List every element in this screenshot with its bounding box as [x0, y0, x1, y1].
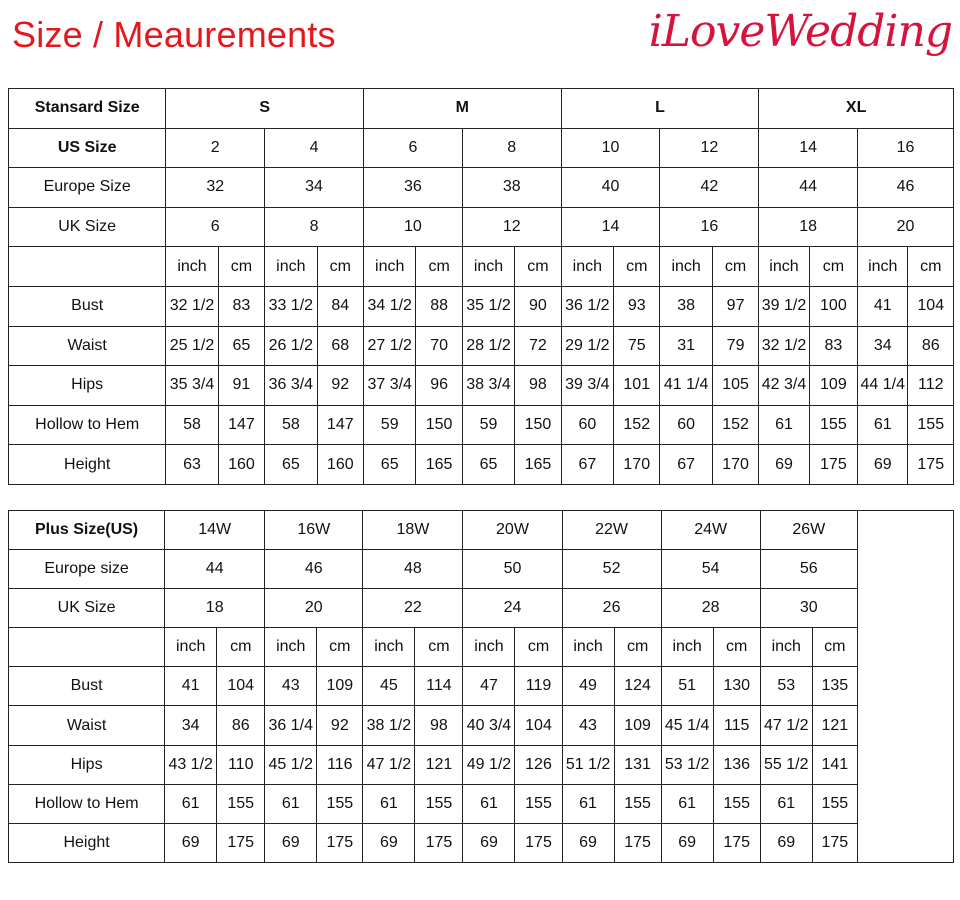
measurement-value: 59: [363, 405, 415, 445]
measurement-label: Hips: [9, 745, 165, 784]
plus-size-26w: 26W: [760, 511, 857, 550]
plus-size-title: Plus Size(US): [9, 511, 165, 550]
size-value-cell: 20: [265, 589, 363, 628]
plus-size-24w: 24W: [661, 511, 760, 550]
measurement-value: 47: [463, 667, 515, 706]
measurement-value: 155: [713, 784, 760, 823]
size-value-cell: 36: [363, 168, 462, 208]
unit-cm-label: cm: [415, 628, 463, 667]
unit-inch-label: inch: [363, 247, 415, 287]
measurement-value: 35 3/4: [166, 366, 218, 406]
measurement-value: 40 3/4: [463, 706, 515, 745]
measurement-value: 58: [166, 405, 218, 445]
unit-cm-label: cm: [812, 628, 857, 667]
plus-size-header-row: [9, 511, 954, 550]
measurement-value: 175: [515, 823, 562, 862]
standard-unit-row: [9, 247, 954, 287]
row-label: UK Size: [9, 589, 165, 628]
measurement-value: 68: [317, 326, 363, 366]
measurement-value: 93: [614, 286, 660, 326]
measurement-value: 101: [614, 366, 660, 406]
size-value-cell: 6: [363, 128, 462, 168]
unit-cm-label: cm: [713, 628, 760, 667]
measurement-value: 147: [317, 405, 363, 445]
size-group-xl: XL: [759, 89, 954, 129]
measurement-value: 119: [515, 667, 562, 706]
measurement-value: 155: [812, 784, 857, 823]
measurement-value: 51: [661, 667, 713, 706]
measurement-value: 165: [416, 445, 462, 485]
measurement-value: 170: [614, 445, 660, 485]
measurement-value: 135: [812, 667, 857, 706]
plus-measurement-row-hips: [9, 745, 954, 784]
standard-size-table: [8, 88, 954, 485]
size-value-cell: 14: [759, 128, 858, 168]
measurement-value: 69: [858, 445, 908, 485]
measurement-value: 96: [416, 366, 462, 406]
plus-measurement-row-bust: [9, 667, 954, 706]
measurement-value: 70: [416, 326, 462, 366]
measurement-value: 61: [363, 784, 415, 823]
size-value-cell: 6: [166, 207, 265, 247]
unit-inch-label: inch: [561, 247, 613, 287]
plus-unit-row: [9, 628, 954, 667]
unit-inch-label: inch: [759, 247, 809, 287]
unit-cm-label: cm: [515, 247, 561, 287]
size-value-cell: 12: [660, 128, 759, 168]
measurement-value: 150: [416, 405, 462, 445]
size-value-cell: 14: [561, 207, 660, 247]
unit-inch-label: inch: [760, 628, 812, 667]
size-value-cell: 52: [562, 550, 661, 589]
size-value-cell: 48: [363, 550, 463, 589]
measurement-value: 152: [614, 405, 660, 445]
measurement-value: 69: [463, 823, 515, 862]
measurement-label: Height: [9, 823, 165, 862]
measurement-value: 61: [858, 405, 908, 445]
page-title: Size / Meaurements: [12, 14, 336, 55]
measurement-value: 124: [614, 667, 661, 706]
measurement-value: 34: [165, 706, 217, 745]
unit-cm-label: cm: [416, 247, 462, 287]
measurement-label: Hips: [9, 366, 166, 406]
size-value-cell: 22: [363, 589, 463, 628]
measurement-label: Bust: [9, 667, 165, 706]
measurement-value: 165: [515, 445, 561, 485]
measurement-value: 33 1/2: [265, 286, 317, 326]
measurement-value: 175: [713, 823, 760, 862]
measurement-value: 65: [462, 445, 514, 485]
measurement-value: 59: [462, 405, 514, 445]
unit-cm-label: cm: [712, 247, 758, 287]
measurement-value: 75: [614, 326, 660, 366]
measurement-row-hips: [9, 366, 954, 406]
unit-cm-label: cm: [217, 628, 265, 667]
measurement-value: 175: [812, 823, 857, 862]
unit-cm-label: cm: [515, 628, 562, 667]
measurement-value: 45: [363, 667, 415, 706]
measurement-value: 61: [562, 784, 614, 823]
size-value-cell: 54: [661, 550, 760, 589]
measurement-value: 67: [561, 445, 613, 485]
standard-size-title: Stansard Size: [9, 89, 166, 129]
measurement-label: Hollow to Hem: [9, 405, 166, 445]
measurement-value: 98: [515, 366, 561, 406]
measurement-value: 136: [713, 745, 760, 784]
measurement-value: 98: [415, 706, 463, 745]
plus-size-18w: 18W: [363, 511, 463, 550]
measurement-label: Waist: [9, 706, 165, 745]
measurement-value: 61: [759, 405, 809, 445]
measurement-value: 112: [908, 366, 954, 406]
size-value-cell: 16: [858, 128, 954, 168]
unit-inch-label: inch: [562, 628, 614, 667]
unit-cm-label: cm: [908, 247, 954, 287]
measurement-value: 36 1/2: [561, 286, 613, 326]
measurement-row-height: [9, 445, 954, 485]
measurement-value: 61: [165, 784, 217, 823]
measurement-value: 69: [265, 823, 317, 862]
measurement-value: 65: [363, 445, 415, 485]
measurement-value: 175: [317, 823, 363, 862]
plus-size-22w: 22W: [562, 511, 661, 550]
size-group-m: M: [363, 89, 561, 129]
measurement-value: 47 1/2: [363, 745, 415, 784]
measurement-label: Bust: [9, 286, 166, 326]
measurement-value: 39 3/4: [561, 366, 613, 406]
measurement-value: 86: [908, 326, 954, 366]
measurement-value: 105: [712, 366, 758, 406]
measurement-value: 49 1/2: [463, 745, 515, 784]
measurement-row-bust: [9, 286, 954, 326]
plus-size-20w: 20W: [463, 511, 562, 550]
measurement-value: 36 3/4: [265, 366, 317, 406]
row-label: Europe Size: [9, 168, 166, 208]
standard-size-header-row: [9, 89, 954, 129]
measurement-value: 41: [858, 286, 908, 326]
plus-measurement-row-hollow-to-hem: [9, 784, 954, 823]
measurement-value: 155: [415, 784, 463, 823]
measurement-value: 39 1/2: [759, 286, 809, 326]
measurement-value: 44 1/4: [858, 366, 908, 406]
measurement-value: 43: [562, 706, 614, 745]
measurement-value: 61: [265, 784, 317, 823]
measurement-value: 155: [614, 784, 661, 823]
measurement-value: 131: [614, 745, 661, 784]
size-value-cell: 2: [166, 128, 265, 168]
unit-inch-label: inch: [166, 247, 218, 287]
unit-cm-label: cm: [809, 247, 857, 287]
unit-cm-label: cm: [317, 247, 363, 287]
measurement-value: 38 1/2: [363, 706, 415, 745]
size-value-cell: 26: [562, 589, 661, 628]
measurement-value: 90: [515, 286, 561, 326]
row-label: Europe size: [9, 550, 165, 589]
standard-row-uk-size: [9, 207, 954, 247]
unit-inch-label: inch: [660, 247, 712, 287]
measurement-value: 69: [562, 823, 614, 862]
measurement-value: 84: [317, 286, 363, 326]
size-value-cell: 32: [166, 168, 265, 208]
measurement-value: 104: [217, 667, 265, 706]
measurement-value: 49: [562, 667, 614, 706]
size-value-cell: 4: [265, 128, 364, 168]
measurement-value: 36 1/4: [265, 706, 317, 745]
measurement-value: 114: [415, 667, 463, 706]
measurement-value: 109: [317, 667, 363, 706]
size-value-cell: 8: [462, 128, 561, 168]
measurement-value: 60: [660, 405, 712, 445]
measurement-value: 43 1/2: [165, 745, 217, 784]
measurement-value: 175: [614, 823, 661, 862]
measurement-value: 160: [317, 445, 363, 485]
measurement-value: 53: [760, 667, 812, 706]
measurement-value: 41: [165, 667, 217, 706]
measurement-value: 91: [218, 366, 264, 406]
size-value-cell: 34: [265, 168, 364, 208]
row-label: US Size: [9, 128, 166, 168]
measurement-value: 61: [661, 784, 713, 823]
size-value-cell: 56: [760, 550, 857, 589]
plus-size-table: [8, 510, 954, 863]
measurement-value: 72: [515, 326, 561, 366]
measurement-label: Height: [9, 445, 166, 485]
measurement-value: 79: [712, 326, 758, 366]
unit-cm-label: cm: [317, 628, 363, 667]
size-value-cell: 20: [858, 207, 954, 247]
measurement-value: 45 1/2: [265, 745, 317, 784]
size-group-l: L: [561, 89, 759, 129]
measurement-value: 130: [713, 667, 760, 706]
measurement-row-hollow-to-hem: [9, 405, 954, 445]
size-value-cell: 50: [463, 550, 562, 589]
measurement-value: 175: [809, 445, 857, 485]
measurement-value: 141: [812, 745, 857, 784]
measurement-value: 69: [363, 823, 415, 862]
measurement-value: 147: [218, 405, 264, 445]
size-value-cell: 18: [759, 207, 858, 247]
size-value-cell: 42: [660, 168, 759, 208]
size-value-cell: 28: [661, 589, 760, 628]
measurement-value: 58: [265, 405, 317, 445]
measurement-value: 150: [515, 405, 561, 445]
measurement-value: 69: [760, 823, 812, 862]
measurement-value: 100: [809, 286, 857, 326]
size-value-cell: 30: [760, 589, 857, 628]
size-value-cell: 44: [759, 168, 858, 208]
measurement-value: 175: [217, 823, 265, 862]
measurement-value: 61: [760, 784, 812, 823]
measurement-value: 92: [317, 366, 363, 406]
plus-measurement-row-waist: [9, 706, 954, 745]
measurement-value: 86: [217, 706, 265, 745]
unit-inch-label: inch: [165, 628, 217, 667]
measurement-value: 109: [809, 366, 857, 406]
standard-row-europe-size: [9, 168, 954, 208]
unit-inch-label: inch: [858, 247, 908, 287]
measurement-value: 97: [712, 286, 758, 326]
unit-inch-label: inch: [265, 247, 317, 287]
size-value-cell: 12: [462, 207, 561, 247]
measurement-value: 65: [265, 445, 317, 485]
measurement-value: 25 1/2: [166, 326, 218, 366]
size-value-cell: 46: [858, 168, 954, 208]
size-value-cell: 38: [462, 168, 561, 208]
measurement-value: 63: [166, 445, 218, 485]
measurement-value: 28 1/2: [462, 326, 514, 366]
measurement-value: 65: [218, 326, 264, 366]
unit-inch-label: inch: [661, 628, 713, 667]
unit-row-blank: [9, 247, 166, 287]
size-value-cell: 18: [165, 589, 265, 628]
measurement-value: 121: [812, 706, 857, 745]
measurement-value: 104: [908, 286, 954, 326]
measurement-value: 160: [218, 445, 264, 485]
measurement-value: 61: [463, 784, 515, 823]
plus-row-europe-size: [9, 550, 954, 589]
measurement-value: 155: [217, 784, 265, 823]
measurement-value: 69: [759, 445, 809, 485]
measurement-value: 43: [265, 667, 317, 706]
plus-row-uk-size: [9, 589, 954, 628]
measurement-value: 155: [809, 405, 857, 445]
plus-table-blank-column: [857, 511, 953, 863]
measurement-value: 27 1/2: [363, 326, 415, 366]
size-value-cell: 44: [165, 550, 265, 589]
measurement-value: 41 1/4: [660, 366, 712, 406]
measurement-value: 32 1/2: [759, 326, 809, 366]
measurement-value: 45 1/4: [661, 706, 713, 745]
measurement-label: Hollow to Hem: [9, 784, 165, 823]
measurement-value: 175: [415, 823, 463, 862]
measurement-value: 38 3/4: [462, 366, 514, 406]
measurement-value: 47 1/2: [760, 706, 812, 745]
measurement-value: 115: [713, 706, 760, 745]
measurement-value: 126: [515, 745, 562, 784]
unit-cm-label: cm: [614, 247, 660, 287]
size-value-cell: 10: [561, 128, 660, 168]
measurement-value: 35 1/2: [462, 286, 514, 326]
measurement-value: 26 1/2: [265, 326, 317, 366]
size-value-cell: 8: [265, 207, 364, 247]
brand-logo-text: iLoveWedding: [648, 6, 952, 57]
row-label: UK Size: [9, 207, 166, 247]
measurement-value: 69: [661, 823, 713, 862]
measurement-value: 37 3/4: [363, 366, 415, 406]
size-value-cell: 16: [660, 207, 759, 247]
plus-measurement-row-height: [9, 823, 954, 862]
measurement-value: 104: [515, 706, 562, 745]
measurement-value: 170: [712, 445, 758, 485]
measurement-value: 53 1/2: [661, 745, 713, 784]
measurement-value: 110: [217, 745, 265, 784]
measurement-value: 55 1/2: [760, 745, 812, 784]
plus-size-14w: 14W: [165, 511, 265, 550]
measurement-value: 88: [416, 286, 462, 326]
measurement-value: 155: [515, 784, 562, 823]
size-value-cell: 40: [561, 168, 660, 208]
unit-inch-label: inch: [463, 628, 515, 667]
measurement-value: 60: [561, 405, 613, 445]
measurement-value: 121: [415, 745, 463, 784]
measurement-value: 109: [614, 706, 661, 745]
measurement-value: 34: [858, 326, 908, 366]
unit-cm-label: cm: [218, 247, 264, 287]
measurement-value: 155: [908, 405, 954, 445]
measurement-value: 116: [317, 745, 363, 784]
unit-inch-label: inch: [363, 628, 415, 667]
measurement-value: 69: [165, 823, 217, 862]
standard-row-us-size: [9, 128, 954, 168]
plus-size-16w: 16W: [265, 511, 363, 550]
measurement-label: Waist: [9, 326, 166, 366]
unit-cm-label: cm: [614, 628, 661, 667]
measurement-value: 32 1/2: [166, 286, 218, 326]
measurement-value: 42 3/4: [759, 366, 809, 406]
brand-logo: [649, 6, 952, 57]
size-group-s: S: [166, 89, 364, 129]
measurement-value: 175: [908, 445, 954, 485]
size-value-cell: 10: [363, 207, 462, 247]
size-value-cell: 24: [463, 589, 562, 628]
measurement-value: 92: [317, 706, 363, 745]
unit-inch-label: inch: [265, 628, 317, 667]
unit-row-blank: [9, 628, 165, 667]
measurement-value: 67: [660, 445, 712, 485]
measurement-value: 38: [660, 286, 712, 326]
measurement-row-waist: [9, 326, 954, 366]
measurement-value: 83: [809, 326, 857, 366]
unit-inch-label: inch: [462, 247, 514, 287]
measurement-value: 51 1/2: [562, 745, 614, 784]
measurement-value: 31: [660, 326, 712, 366]
measurement-value: 29 1/2: [561, 326, 613, 366]
measurement-value: 155: [317, 784, 363, 823]
size-value-cell: 46: [265, 550, 363, 589]
measurement-value: 83: [218, 286, 264, 326]
measurement-value: 152: [712, 405, 758, 445]
measurement-value: 34 1/2: [363, 286, 415, 326]
